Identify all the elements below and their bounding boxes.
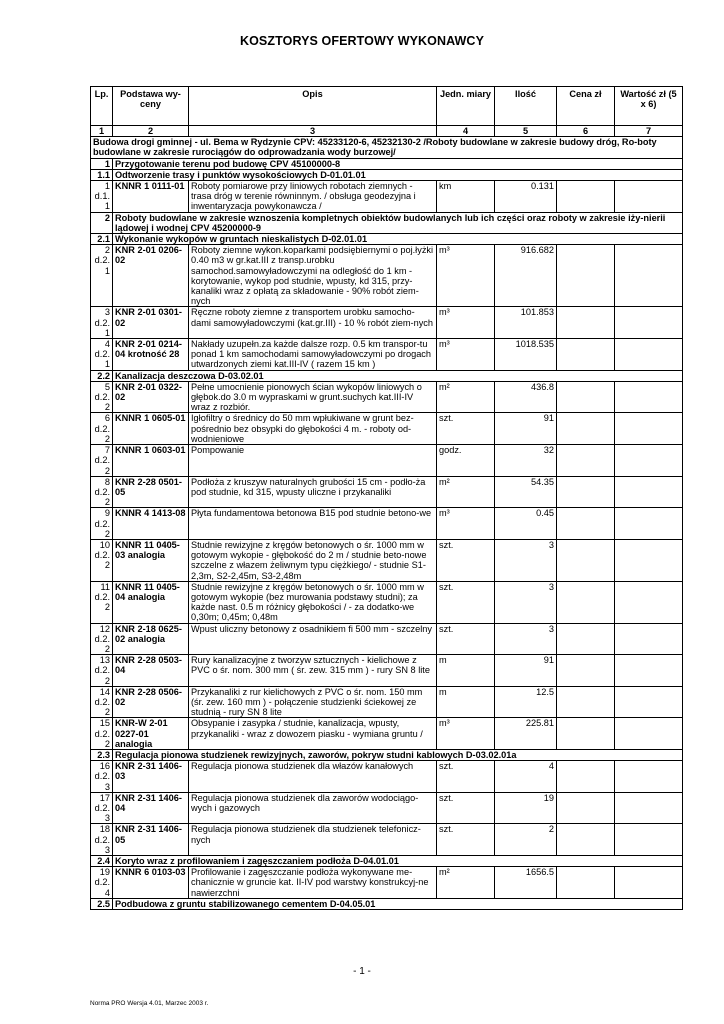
row-cena <box>557 413 615 445</box>
row-opis: Wpust uliczny betonowy z osadnikiem fi 500 mm - szczelny <box>189 623 437 655</box>
subsection-title: Podbudowa z gruntu stabilizowanego cementem D-04.05.01 <box>113 898 683 909</box>
subsection-title: Przygotowanie terenu pod budowę CPV 45100000-8 <box>113 158 683 169</box>
row-opis: Studnie rewizyjne z kręgów betonowych o śr. 1000 mm w gotowym wykopie (bez murowania podstawy studni); za każde nast. 0.5 m różnicy głębokości / - za dodatko-we 0,30m; 0,45m; 0,48m <box>189 581 437 623</box>
row-podstawa: KNNR 11 0405-03 analogia <box>113 539 189 581</box>
row-opis: Obsypanie i zasypka / studnie, kanalizacja, wpusty, przykanaliki - wraz z dowozem piasku - wymiana gruntu / <box>189 718 437 750</box>
row-jedn: km <box>437 181 495 213</box>
row-ilosc: 19 <box>495 792 557 824</box>
table-row <box>91 181 683 213</box>
row-jedn: m² <box>437 867 495 899</box>
table-row <box>91 339 683 371</box>
row-lp: 5 d.2. 2 <box>91 381 113 413</box>
row-cena <box>557 686 615 718</box>
row-ilosc: 2 <box>495 824 557 856</box>
row-lp: 15 d.2. 2 <box>91 718 113 750</box>
row-cena <box>557 476 615 508</box>
row-jedn: m² <box>437 381 495 413</box>
table-row <box>91 381 683 413</box>
row-wartosc <box>615 655 683 687</box>
row-cena <box>557 824 615 856</box>
row-jedn: m³ <box>437 245 495 307</box>
table-row <box>91 307 683 339</box>
row-jedn: szt. <box>437 792 495 824</box>
row-jedn: m² <box>437 476 495 508</box>
subsection-lp: 2.3 <box>91 749 113 760</box>
row-ilosc: 3 <box>495 581 557 623</box>
row-podstawa: KNR 2-28 0503-04 <box>113 655 189 687</box>
table-row <box>91 539 683 581</box>
section-title: Roboty budowlane w zakresie wznoszenia kompletnych obiektów budowlanych lub ich części oraz roboty w zakresie iży-nierii lądowej i wodnej CPV 45200000-9 <box>113 212 683 233</box>
row-wartosc <box>615 761 683 793</box>
project-title: Budowa drogi gminnej - ul. Bema w Rydzynie CPV: 45233120-6, 45232130-2 /Roboty budowlane w zakresie budowy dróg, Ro-boty budowlane w zakresie rurociągów do odprowadzania wody burzowej/ <box>91 137 683 158</box>
column-number: 3 <box>189 126 437 137</box>
subsection-row <box>91 158 683 169</box>
row-jedn: szt. <box>437 539 495 581</box>
row-lp: 9 d.2. 2 <box>91 508 113 540</box>
header-row <box>91 87 683 126</box>
row-ilosc: 12.5 <box>495 686 557 718</box>
row-jedn: szt. <box>437 413 495 445</box>
column-number: 7 <box>615 126 683 137</box>
row-ilosc: 32 <box>495 445 557 477</box>
row-opis: Przykanaliki z rur kielichowych z PVC o śr. nom. 150 mm (śr. zew. 160 mm ) - połączenie studzienki ściekowej ze studnią - rury SN 8 lite <box>189 686 437 718</box>
subsection-lp: 1.1 <box>91 169 113 180</box>
row-ilosc: 91 <box>495 413 557 445</box>
table-row <box>91 824 683 856</box>
row-lp: 19 d.2. 4 <box>91 867 113 899</box>
row-opis: Podłoża z kruszyw naturalnych grubości 15 cm - podło-ża pod studnie, kd 315, wpusty uliczne i przykanaliki <box>189 476 437 508</box>
row-cena <box>557 539 615 581</box>
row-podstawa: KNR 2-01 0301-02 <box>113 307 189 339</box>
table-row <box>91 508 683 540</box>
subsection-lp: 1 <box>91 158 113 169</box>
table-row <box>91 623 683 655</box>
row-cena <box>557 792 615 824</box>
row-opis: Igłofiltry o średnicy do 50 mm wpłukiwane w grunt bez-pośrednio bez obsypki do głębokości 4 m. - roboty od-wodnieniowe <box>189 413 437 445</box>
row-ilosc: 3 <box>495 539 557 581</box>
row-opis: Pełne umocnienie pionowych ścian wykopów liniowych o głębok.do 3.0 m wypraskami w grunt.suchych kat.III-IV wraz z rozbiór. <box>189 381 437 413</box>
row-cena <box>557 181 615 213</box>
row-podstawa: KNR 2-01 0214-04 krotność 28 <box>113 339 189 371</box>
subsection-lp: 2.1 <box>91 234 113 245</box>
row-podstawa: KNNR 1 0111-01 <box>113 181 189 213</box>
row-ilosc: 3 <box>495 623 557 655</box>
row-wartosc <box>615 445 683 477</box>
row-jedn: m³ <box>437 339 495 371</box>
row-jedn: szt. <box>437 623 495 655</box>
row-wartosc <box>615 508 683 540</box>
row-cena <box>557 655 615 687</box>
row-ilosc: 54.35 <box>495 476 557 508</box>
header-podstawa: Podstawa wy-ceny <box>113 87 189 126</box>
table-row <box>91 761 683 793</box>
row-wartosc <box>615 824 683 856</box>
row-jedn: szt. <box>437 824 495 856</box>
row-opis: Ręczne roboty ziemne z transportem urobku samocho-dami samowyładowczymi (kat.gr.III) - 10 % robót ziem-nych <box>189 307 437 339</box>
row-podstawa: KNR 2-31 1406-03 <box>113 761 189 793</box>
section-lp: 2 <box>91 212 113 233</box>
row-wartosc <box>615 339 683 371</box>
table-row <box>91 655 683 687</box>
row-wartosc <box>615 867 683 899</box>
row-opis: Regulacja pionowa studzienek dla studzienek telefonicz-nych <box>189 824 437 856</box>
row-jedn: godz. <box>437 445 495 477</box>
row-cena <box>557 307 615 339</box>
row-wartosc <box>615 792 683 824</box>
subsection-lp: 2.4 <box>91 856 113 867</box>
row-ilosc: 0.131 <box>495 181 557 213</box>
row-cena <box>557 381 615 413</box>
subsection-row <box>91 898 683 909</box>
row-podstawa: KNNR 1 0605-01 <box>113 413 189 445</box>
row-cena <box>557 761 615 793</box>
row-podstawa: KNR 2-01 0206-02 <box>113 245 189 307</box>
subsection-title: Wykonanie wykopów w gruntach nieskalistych D-02.01.01 <box>113 234 683 245</box>
table-row <box>91 718 683 750</box>
subsection-row <box>91 856 683 867</box>
row-podstawa: KNR 2-01 0322-02 <box>113 381 189 413</box>
row-ilosc: 1656.5 <box>495 867 557 899</box>
row-lp: 18 d.2. 3 <box>91 824 113 856</box>
row-podstawa: KNNR 4 1413-08 <box>113 508 189 540</box>
table-row <box>91 867 683 899</box>
document-title: KOSZTORYS OFERTOWY WYKONAWCY <box>239 34 485 48</box>
row-wartosc <box>615 686 683 718</box>
row-opis: Rury kanalizacyjne z tworzyw sztucznych - kielichowe z PVC o śr. nom. 300 mm ( śr. zew. 315 mm ) - rury SN 8 lite <box>189 655 437 687</box>
row-cena <box>557 245 615 307</box>
table-row <box>91 413 683 445</box>
row-wartosc <box>615 581 683 623</box>
row-opis: Nakłady uzupełn.za każde dalsze rozp. 0.5 km transpor-tu ponad 1 km samochodami samowyładowczymi po drogach utwardzonych ziemi kat.III-IV ( razem 15 km ) <box>189 339 437 371</box>
row-ilosc: 4 <box>495 761 557 793</box>
row-cena <box>557 445 615 477</box>
row-podstawa: KNNR 11 0405-04 analogia <box>113 581 189 623</box>
software-footer: Norma PRO Wersja 4.01, Marzec 2003 r. <box>90 1000 209 1007</box>
row-wartosc <box>615 245 683 307</box>
row-lp: 6 d.2. 2 <box>91 413 113 445</box>
row-wartosc <box>615 307 683 339</box>
row-lp: 3 d.2. 1 <box>91 307 113 339</box>
header-ilosc: Ilość <box>495 87 557 126</box>
row-lp: 13 d.2. 2 <box>91 655 113 687</box>
header-jedn: Jedn. miary <box>437 87 495 126</box>
row-wartosc <box>615 718 683 750</box>
row-podstawa: KNR 2-18 0625-02 analogia <box>113 623 189 655</box>
header-opis: Opis <box>189 87 437 126</box>
row-lp: 12 d.2. 2 <box>91 623 113 655</box>
table-row <box>91 245 683 307</box>
header-cena: Cena zł <box>557 87 615 126</box>
row-lp: 16 d.2. 3 <box>91 761 113 793</box>
row-opis: Regulacja pionowa studzienek dla włazów kanałowych <box>189 761 437 793</box>
subsection-lp: 2.2 <box>91 370 113 381</box>
row-podstawa: KNR 2-28 0501-05 <box>113 476 189 508</box>
row-jedn: szt. <box>437 581 495 623</box>
row-podstawa: KNR 2-28 0506-02 <box>113 686 189 718</box>
row-opis: Płyta fundamentowa betonowa B15 pod studnie betono-we <box>189 508 437 540</box>
row-ilosc: 101.853 <box>495 307 557 339</box>
row-opis: Pompowanie <box>189 445 437 477</box>
row-cena <box>557 339 615 371</box>
row-lp: 1 d.1. 1 <box>91 181 113 213</box>
row-podstawa: KNR 2-31 1406-05 <box>113 824 189 856</box>
row-wartosc <box>615 623 683 655</box>
row-cena <box>557 508 615 540</box>
header-lp: Lp. <box>91 87 113 126</box>
row-opis: Roboty ziemne wykon.koparkami podsiębiernymi o poj.łyżki 0.40 m3 w gr.kat.III z transp.urobku samochod.samowyładowczymi na odległość do 1 km - korytowanie, wykop pod studnie, wpusty, kd 315, przy-kanaliki wraz z opłatą za składowanie - 90% robót ziem-nych <box>189 245 437 307</box>
table-row <box>91 686 683 718</box>
subsection-title: Koryto wraz z profilowaniem i zagęszczaniem podłoża D-04.01.01 <box>113 856 683 867</box>
subsection-row <box>91 370 683 381</box>
row-lp: 10 d.2. 2 <box>91 539 113 581</box>
table-row <box>91 476 683 508</box>
subsection-title: Regulacja pionowa studzienek rewizyjnych, zaworów, pokryw studni kablowych D-03.02.01a <box>113 749 683 760</box>
row-lp: 11 d.2. 2 <box>91 581 113 623</box>
row-podstawa: KNNR 6 0103-03 <box>113 867 189 899</box>
column-number: 5 <box>495 126 557 137</box>
row-podstawa: KNR 2-31 1406-04 <box>113 792 189 824</box>
row-lp: 7 d.2. 2 <box>91 445 113 477</box>
row-cena <box>557 623 615 655</box>
row-cena <box>557 867 615 899</box>
subsection-lp: 2.5 <box>91 898 113 909</box>
row-wartosc <box>615 381 683 413</box>
subsection-row <box>91 234 683 245</box>
row-lp: 14 d.2. 2 <box>91 686 113 718</box>
row-ilosc: 436.8 <box>495 381 557 413</box>
subsection-title: Odtworzenie trasy i punktów wysokościowych D-01.01.01 <box>113 169 683 180</box>
project-title-row <box>91 137 683 158</box>
row-opis: Regulacja pionowa studzienek dla zaworów wodociągo-wych i gazowych <box>189 792 437 824</box>
row-jedn: m³ <box>437 307 495 339</box>
table-body <box>91 137 683 910</box>
column-number-row <box>91 126 683 137</box>
estimate-table <box>90 86 683 910</box>
subsection-title: Kanalizacja deszczowa D-03.02.01 <box>113 370 683 381</box>
row-cena <box>557 718 615 750</box>
row-podstawa: KNNR 1 0603-01 <box>113 445 189 477</box>
row-jedn: m³ <box>437 508 495 540</box>
row-ilosc: 0.45 <box>495 508 557 540</box>
row-ilosc: 1018.535 <box>495 339 557 371</box>
row-opis: Studnie rewizyjne z kręgów betonowych o śr. 1000 mm w gotowym wykopie - głębokość do 2 m / studnie beto-nowe szczelne z włazem żeliwnym typu ciężkiego/ - studnie S1-2,3m, S2-2,45m, S3-2,48m <box>189 539 437 581</box>
table-row <box>91 445 683 477</box>
row-wartosc <box>615 539 683 581</box>
subsection-row <box>91 169 683 180</box>
row-lp: 2 d.2. 1 <box>91 245 113 307</box>
page-number: - 1 - <box>353 966 371 977</box>
row-jedn: m <box>437 686 495 718</box>
row-wartosc <box>615 413 683 445</box>
row-jedn: szt. <box>437 761 495 793</box>
row-lp: 4 d.2. 1 <box>91 339 113 371</box>
row-ilosc: 91 <box>495 655 557 687</box>
column-number: 2 <box>113 126 189 137</box>
row-jedn: m <box>437 655 495 687</box>
row-wartosc <box>615 181 683 213</box>
column-number: 6 <box>557 126 615 137</box>
row-cena <box>557 581 615 623</box>
table-row <box>91 581 683 623</box>
row-lp: 8 d.2. 2 <box>91 476 113 508</box>
row-podstawa: KNR-W 2-01 0227-01 analogia <box>113 718 189 750</box>
table-row <box>91 792 683 824</box>
row-wartosc <box>615 476 683 508</box>
header-wartosc: Wartość zł (5 x 6) <box>615 87 683 126</box>
row-opis: Roboty pomiarowe przy liniowych robotach ziemnych - trasa dróg w terenie równinnym. / obsługa geodezyjna i inwentaryzacja powykonawcza / <box>189 181 437 213</box>
row-jedn: m³ <box>437 718 495 750</box>
column-number: 1 <box>91 126 113 137</box>
row-lp: 17 d.2. 3 <box>91 792 113 824</box>
row-ilosc: 916.682 <box>495 245 557 307</box>
column-number: 4 <box>437 126 495 137</box>
row-opis: Profilowanie i zagęszczanie podłoża wykonywane me-chanicznie w gruncie kat. II-IV pod warstwy konstrukcyj-ne nawierzchni <box>189 867 437 899</box>
subsection-row <box>91 749 683 760</box>
section-row <box>91 212 683 233</box>
row-ilosc: 225.81 <box>495 718 557 750</box>
